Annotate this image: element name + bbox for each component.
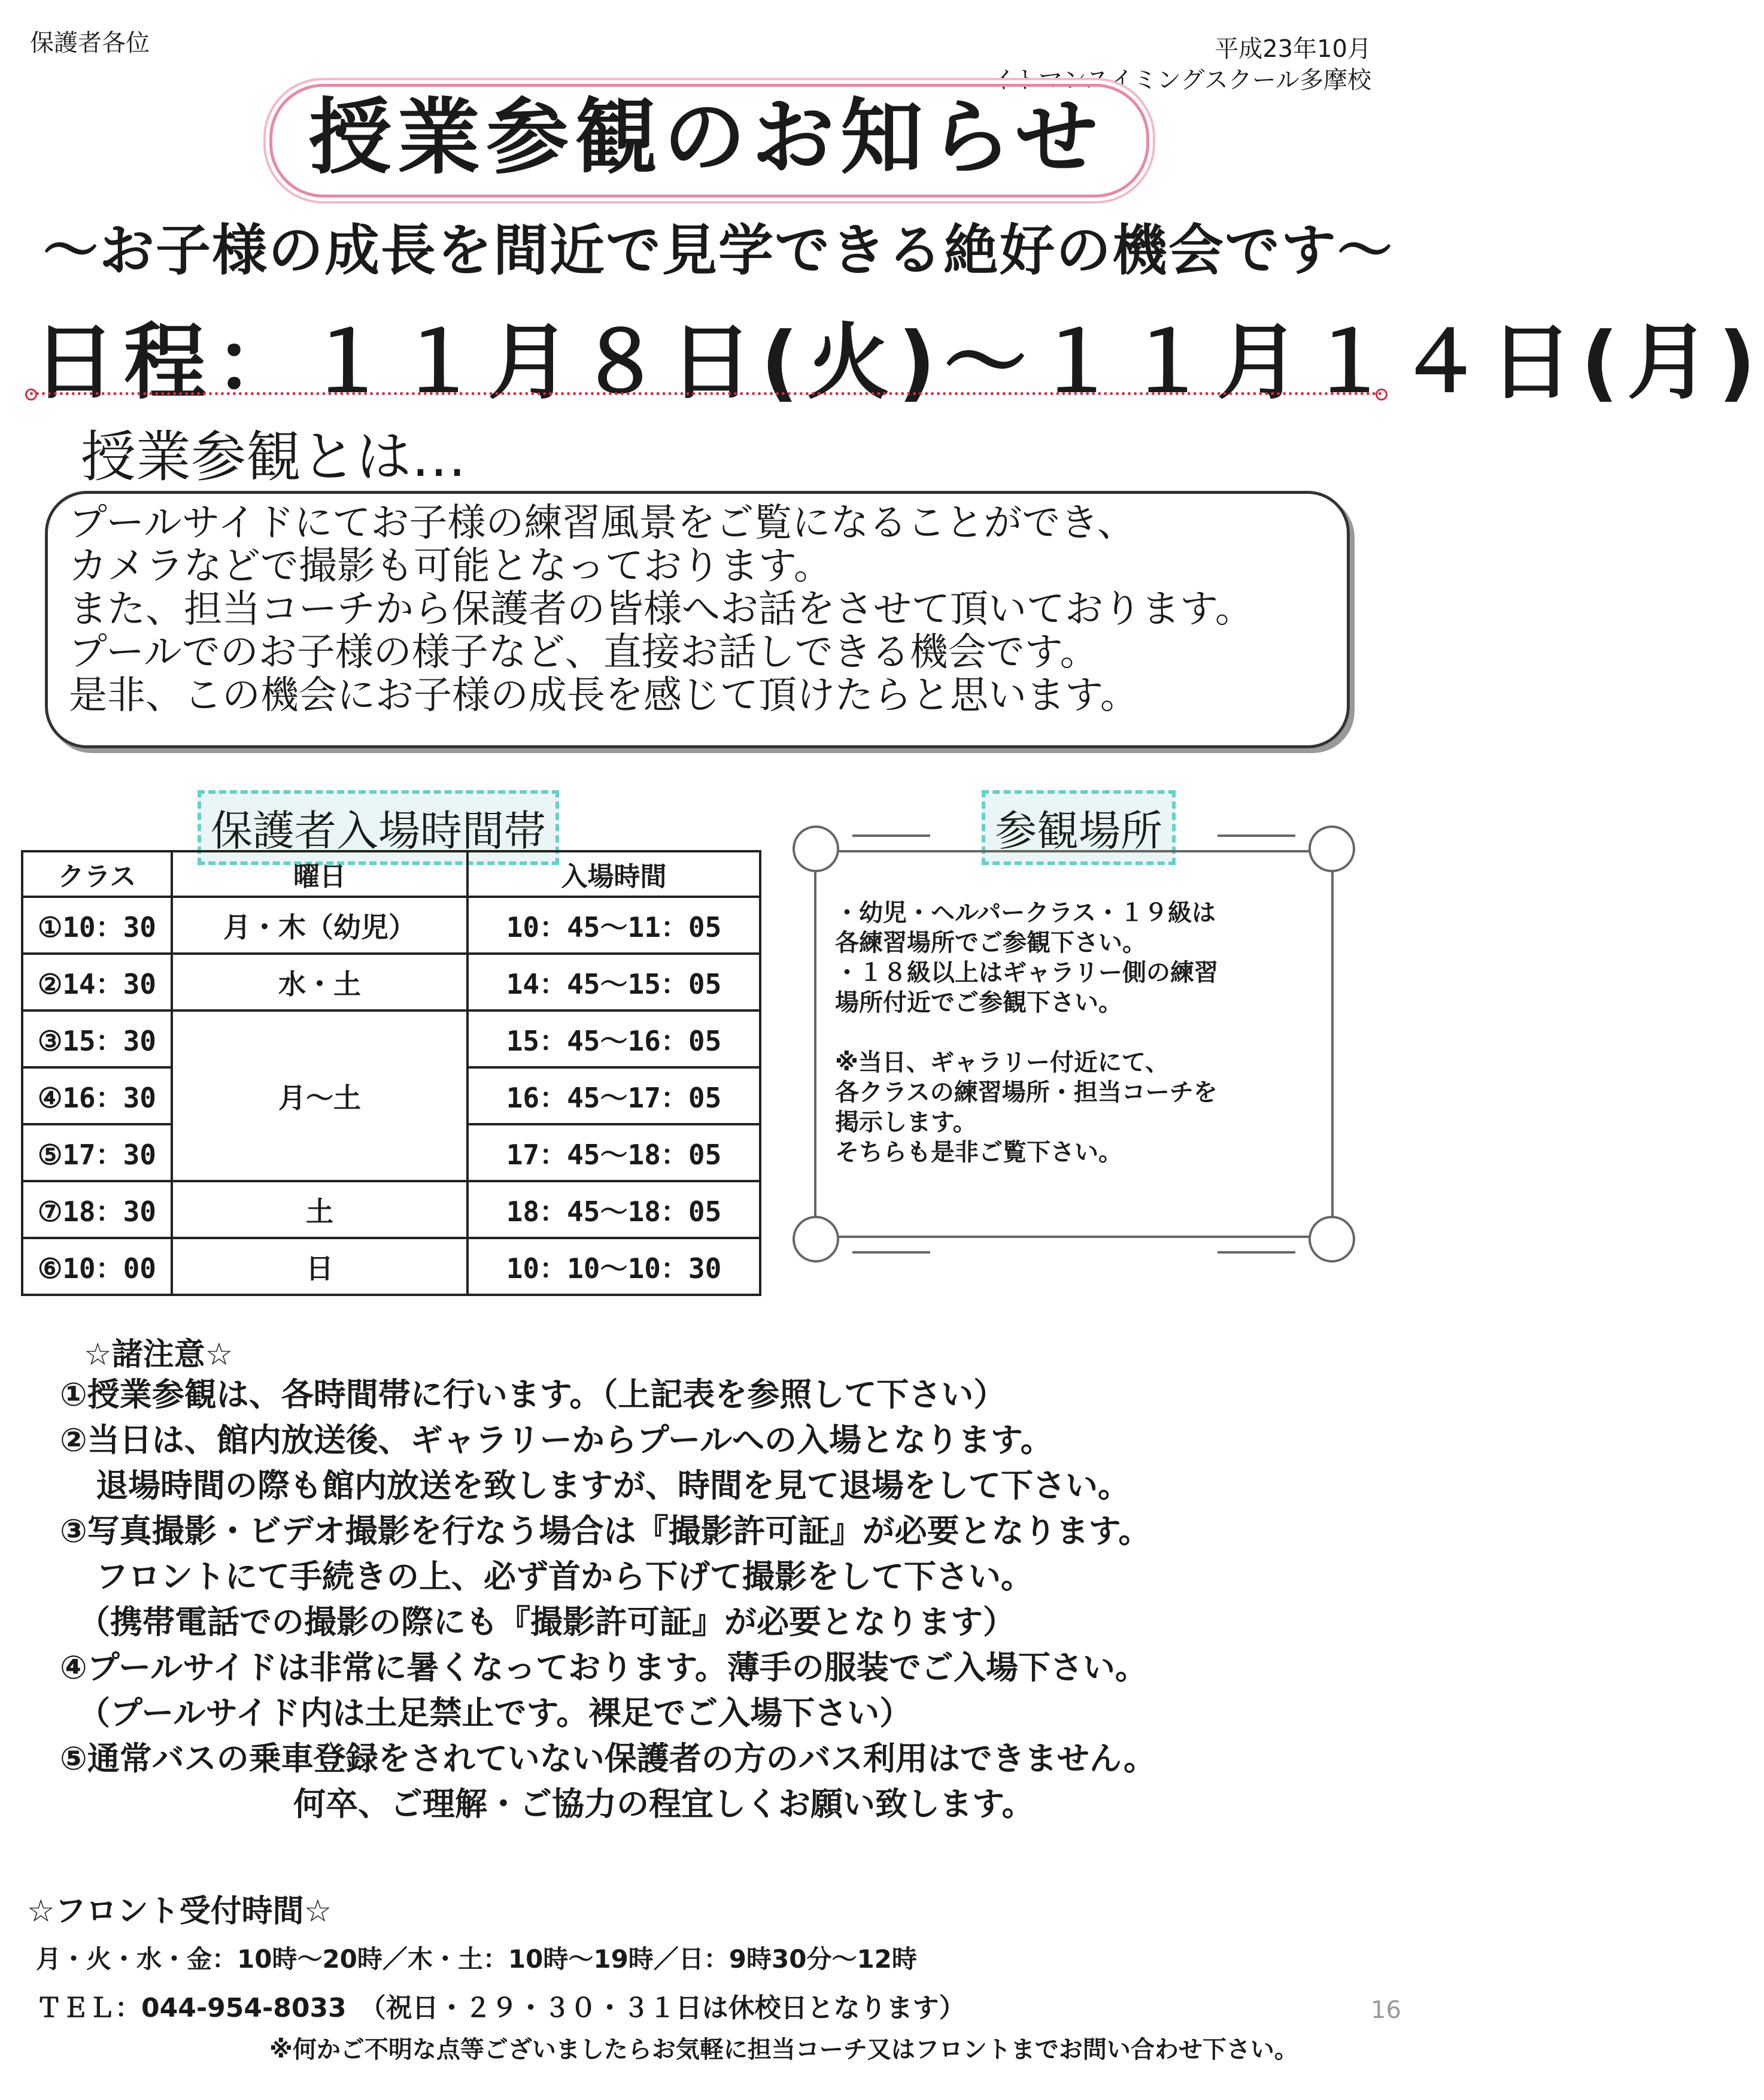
venue-line: 場所付近でご参観下さい。 — [835, 989, 1122, 1016]
entry-hours-title: 保護者入場時間帯 — [198, 790, 559, 865]
note-line: ③写真撮影・ビデオ撮影を行なう場合は『撮影許可証』が必要となります。 — [60, 1512, 1151, 1550]
venue-line: ・１８級以上はギャラリー側の練習 — [835, 959, 1218, 987]
page-title: 授業参観のお知らせ — [309, 89, 1104, 186]
note-line: （携帯電話での撮影の際にも『撮影許可証』が必要となります） — [78, 1603, 1015, 1641]
about-line: また、担当コーチから保護者の皆様へお話をさせて頂いております。 — [69, 587, 1253, 632]
recipient: 保護者各位 — [30, 29, 150, 57]
about-text — [69, 502, 1253, 717]
cell-class: ⑤17：30 — [22, 1124, 172, 1181]
header-time: 入場時間 — [467, 851, 760, 897]
table-row — [22, 1010, 760, 1067]
frame-flourish — [1218, 1251, 1295, 1254]
cell-time: 10：45～11：05 — [467, 897, 760, 954]
cell-class: ⑥10：00 — [22, 1238, 172, 1295]
subtitle: ～お子様の成長を間近で見学できる絶好の機会です～ — [42, 219, 1393, 283]
about-line: 是非、この機会にお子様の成長を感じて頂けたらと思います。 — [69, 673, 1138, 718]
cell-class: ⑦18：30 — [22, 1181, 172, 1238]
school-name: イトマンスイミングスクール多摩校 — [991, 66, 1371, 94]
venue-line — [835, 1018, 1314, 1048]
entry-hours-table — [21, 850, 761, 1296]
venue-line: ※当日、ギャラリー付近にて、 — [835, 1049, 1170, 1076]
cell-class: ①10：30 — [22, 897, 172, 954]
frame-flourish — [1218, 834, 1295, 837]
frame-curl-icon — [793, 826, 839, 872]
frame-flourish — [852, 834, 930, 837]
frame-curl-icon — [1308, 1216, 1355, 1263]
venue-title: 参観場所 — [982, 790, 1176, 865]
cell-time: 16：45～17：05 — [467, 1067, 760, 1124]
frame-curl-icon — [1308, 826, 1355, 872]
cell-time: 17：45～18：05 — [467, 1124, 760, 1181]
cell-day: 月～土 — [172, 1010, 467, 1181]
cell-day: 水・土 — [172, 954, 467, 1010]
venue-line: 各練習場所でご参観下さい。 — [835, 929, 1146, 957]
about-heading: 授業参観とは… — [81, 425, 467, 489]
contact-note: ※何かご不明な点等ございましたらお気軽に担当コーチ又はフロントまでお問い合わせ下さい。 — [269, 2036, 1298, 2063]
cell-class: ③15：30 — [22, 1010, 172, 1067]
about-line: プールでのお子様の様子など、直接お話しできる機会です。 — [69, 630, 1098, 675]
note-line: ②当日は、館内放送後、ギャラリーからプールへの入場となります。 — [60, 1421, 1053, 1459]
notes-title: ☆諸注意☆ — [84, 1337, 233, 1373]
issue-date: 平成23年10月 — [1215, 35, 1371, 63]
note-line: ①授業参観は、各時間帯に行います。（上記表を参照して下さい） — [60, 1376, 1006, 1413]
notes-list — [60, 1372, 1156, 1827]
frame-curl-icon — [793, 1216, 839, 1263]
venue-line: 各クラスの練習場所・担当コーチを — [835, 1079, 1218, 1106]
note-line: 何卒、ご理解・ご協力の程宜しくお願い致します。 — [293, 1785, 1034, 1823]
table-header-row — [22, 851, 760, 897]
cell-day: 日 — [172, 1238, 467, 1295]
cell-day: 月・木（幼児） — [172, 897, 467, 954]
note-line: 退場時間の際も館内放送を致しますが、時間を見て退場をして下さい。 — [96, 1467, 1130, 1504]
about-line: プールサイドにてお子様の練習風景をご覧になることができ、 — [69, 501, 1135, 545]
venue-line: 掲示します。 — [835, 1109, 977, 1136]
cell-time: 15：45～16：05 — [467, 1010, 760, 1067]
page-mark: 16 — [1371, 1996, 1401, 2024]
venue-text — [835, 898, 1314, 1167]
note-line: フロントにて手続きの上、必ず首から下げて撮影をして下さい。 — [96, 1558, 1033, 1595]
schedule-dates: 日程：１１月８日(火)～１１月１４日(月) — [33, 314, 1764, 411]
table-row — [22, 954, 760, 1010]
cell-class: ②14：30 — [22, 954, 172, 1010]
cell-time: 14：45～15：05 — [467, 954, 760, 1010]
header-day: 曜日 — [172, 851, 467, 897]
table-row — [22, 1181, 760, 1238]
cell-day: 土 — [172, 1181, 467, 1238]
venue-line: ・幼児・ヘルパークラス・１９級は — [835, 899, 1216, 927]
front-desk-title: ☆フロント受付時間☆ — [27, 1893, 332, 1929]
frame-flourish — [852, 1251, 930, 1254]
note-line: （プールサイド内は土足禁止です。裸足でご入場下さい） — [78, 1694, 912, 1732]
note-line: ④プールサイドは非常に暑くなっております。薄手の服装でご入場下さい。 — [60, 1649, 1147, 1686]
dotted-divider — [30, 392, 1383, 395]
about-line: カメラなどで撮影も可能となっております。 — [69, 544, 832, 588]
cell-class: ④16：30 — [22, 1067, 172, 1124]
cell-time: 10：10～10：30 — [467, 1238, 760, 1295]
note-line: ⑤通常バスの乗車登録をされていない保護者の方のバス利用はできません。 — [60, 1740, 1156, 1777]
table-row — [22, 897, 760, 954]
front-desk-hours: 月・火・水・金：10時～20時／木・土：10時～19時／日：9時30分～12時 — [36, 1944, 917, 1974]
venue-line: そちらも是非ご覧下さい。 — [835, 1139, 1122, 1166]
phone-number: ＴＥＬ：044-954-8033 （祝日・２９・３０・３１日は休校日となります） — [36, 1993, 966, 2023]
cell-time: 18：45～18：05 — [467, 1181, 760, 1238]
table-row — [22, 1238, 760, 1295]
header-class: クラス — [22, 851, 172, 897]
